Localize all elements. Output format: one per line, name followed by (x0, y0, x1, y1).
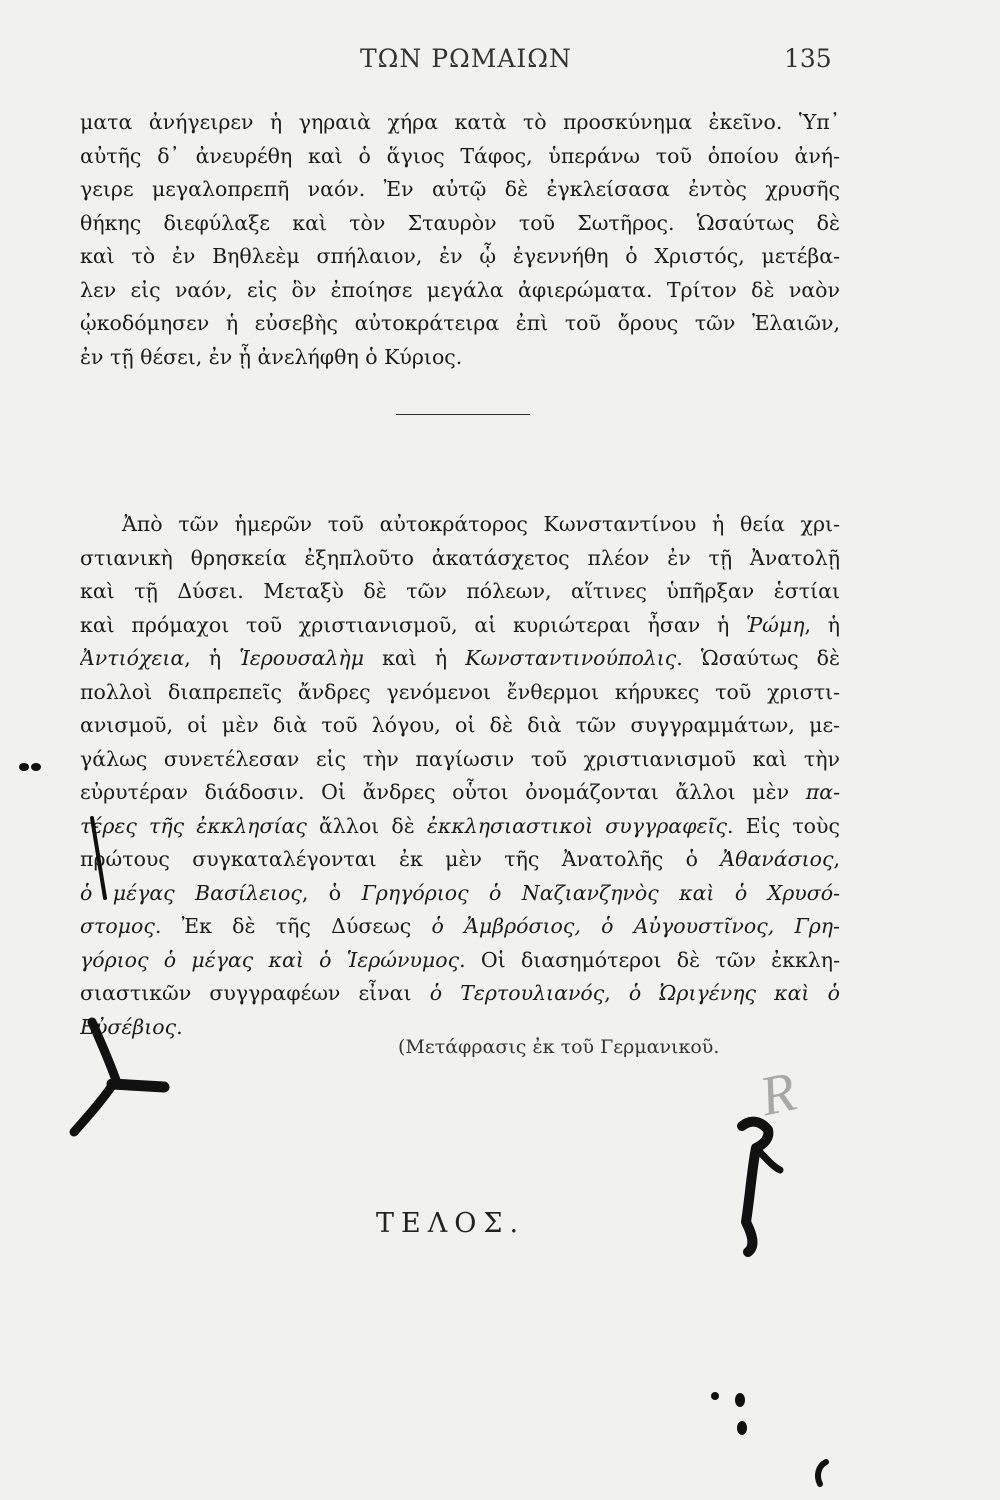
text-line: καὶ τῇ Δύσει. Μεταξὺ δὲ τῶν πόλεων, αἵτινες ὑπῆρξαν ἑστίαι (80, 579, 840, 603)
text-line (80, 776, 840, 810)
text-line: λεν εἰς ναόν, εἰς ὃν ἐποίησε μεγάλα ἀφιερώματα. Τρίτον δὲ ναὸν (80, 277, 840, 302)
italic-name: ὁ μέγας Βασίλειος (80, 880, 302, 905)
text-line: ματα ἀνήγειρεν ἡ γηραιὰ χήρα κατὰ τὸ προσκύνημα ἐκεῖνο. Ὑπ᾿ (80, 110, 840, 134)
text-line (80, 944, 840, 978)
italic-term: τέρες τῆς ἐκκλησίας (80, 813, 307, 838)
text-line (80, 609, 840, 643)
text-line: αὐτῆς δ᾿ ἀνευρέθη καὶ ὁ ἅγιος Τάφος, ὑπεράνω τοῦ ὁποίου ἀνή- (80, 143, 840, 168)
text-span: καὶ ἡ (382, 646, 448, 670)
italic-name: Ἀθανάσιος (720, 847, 834, 871)
ink-dot (19, 763, 29, 771)
text-span: , ὁ (301, 880, 342, 905)
italic-word: ὁ (827, 981, 840, 1005)
paragraph-1 (80, 106, 840, 374)
italic-term: πα- (805, 780, 840, 804)
text-span: , ἡ (804, 612, 840, 637)
text-line (80, 810, 840, 844)
italic-name: ὁ Χρυσό- (734, 880, 840, 905)
text-line: ανισμοῦ, οἱ μὲν διὰ τοῦ λόγου, οἱ δὲ διὰ τῶν συγγραμμάτων, με- (80, 713, 840, 737)
ink-blot (756, 1148, 780, 1170)
ink-blot (112, 1084, 164, 1087)
text-span: . Ὡσαύτως δὲ (676, 646, 840, 670)
text-line: ἐν τῇ θέσει, ἐν ᾗ ἀνελήφθη ὁ Κύριος. (80, 344, 463, 369)
paragraph-2 (80, 508, 840, 1044)
text-span: πρώτους συγκαταλέγονται ἐκ μὲν τῆς Ἀνατολῆς ὁ (80, 847, 698, 871)
italic-word: καὶ (679, 880, 715, 905)
text-span: , (833, 847, 840, 871)
page-header (0, 44, 1000, 78)
text-line: καὶ τὸ ἐν Βηθλεὲμ σπήλαιον, ἐν ᾧ ἐγεννήθη ὁ Χριστός, μετέβα- (80, 244, 840, 268)
pencil-mark: R (754, 1060, 802, 1129)
italic-name: ὁ Ἀμβρόσιος, ὁ Αὐγουστῖνος, Γρη- (431, 914, 840, 938)
text-line: θήκης διεφύλαξε καὶ τὸν Σταυρὸν τοῦ Σωτῆρος. Ὡσαύτως δὲ (80, 210, 840, 235)
text-span: , (604, 981, 611, 1005)
italic-name: Ἀντιόχεια (80, 646, 185, 670)
text-span: . Εἰς τοὺς (727, 813, 840, 838)
ink-dot (711, 1392, 719, 1400)
text-span: . (176, 1014, 183, 1039)
text-span: , ἡ (184, 646, 222, 670)
text-line: ᾠκοδόμησεν ἡ εὐσεβὴς αὐτοκράτειρα ἐπὶ τοῦ ὄρους τῶν Ἐλαιῶν, (80, 311, 840, 335)
italic-name: Ῥώμη (745, 612, 805, 637)
translation-attribution: (Μετάφρασις ἐκ τοῦ Γερμανικοῦ. (398, 1036, 720, 1058)
text-line: γάλως συνετέλεσαν εἰς τὴν παγίωσιν τοῦ χριστιανισμοῦ καὶ τὴν (80, 746, 840, 771)
page-number: 135 (784, 44, 832, 73)
text-line: στιανικὴ θρησκεία ἐξηπλοῦτο ἀκατάσχετος πλέον ἐν τῇ Ἀνατολῇ (80, 545, 840, 570)
ink-blot (742, 1122, 768, 1252)
text-line: γειρε μεγαλοπρεπῆ ναόν. Ἐν αὐτῷ δὲ ἐγκλείσασα ἐντὸς χρυσῆς (80, 177, 840, 201)
italic-name: Γρηγόριος ὁ Ναζιανζηνὸς (361, 880, 659, 905)
text-line (80, 843, 840, 877)
text-line (80, 910, 840, 944)
ink-dot (737, 1421, 747, 1435)
italic-name: Ἱερουσαλὴμ (239, 646, 365, 670)
text-span: εὐρυτέραν διάδοσιν. Οἱ ἄνδρες οὗτοι ὀνομάζονται ἄλλοι μὲν (80, 780, 790, 804)
text-line: πολλοὶ διαπρεπεῖς ἄνδρες γενόμενοι ἔνθερμοι κήρυκες τοῦ χριστι- (80, 679, 840, 704)
italic-name: ὁ Ὠριγένης (628, 981, 756, 1005)
ink-dot (31, 763, 41, 771)
ink-blot (818, 1462, 826, 1484)
italic-name: ὁ Τερτουλιανός (429, 981, 605, 1005)
text-span: ἄλλοι δὲ (319, 813, 415, 838)
ink-dot (735, 1393, 745, 1407)
text-span: σιαστικῶν συγγραφέων εἶναι (80, 981, 412, 1005)
end-word: ΤΕΛΟΣ. (376, 1208, 526, 1239)
italic-name: Εὐσέβιος (80, 1014, 177, 1039)
italic-name: γόριος ὁ μέγας καὶ ὁ Ἱερώνυμος (80, 947, 460, 972)
italic-term: ἐκκλησιαστικοὶ συγγραφεῖς (426, 813, 728, 838)
italic-name: Κωνσταντινούπολις (465, 646, 677, 670)
text-line (80, 877, 840, 911)
running-title: ΤΩΝ ΡΩΜΑΙΩΝ (360, 44, 572, 73)
text-span: καὶ πρόμαχοι τοῦ χριστιανισμοῦ, αἱ κυριώτεραι ἦσαν ἡ (80, 612, 730, 637)
italic-name: στομος (80, 914, 155, 938)
text-line (80, 642, 840, 676)
section-divider (396, 414, 530, 415)
text-line (80, 977, 840, 1011)
text-line: Ἀπὸ τῶν ἡμερῶν τοῦ αὐτοκράτορος Κωνσταντίνου ἡ θεία χρι- (122, 512, 840, 536)
text-span: . Οἱ διασημότεροι δὲ τῶν ἐκκλη- (459, 947, 840, 972)
italic-word: καὶ (774, 981, 810, 1005)
text-span: . Ἐκ δὲ τῆς Δύσεως (154, 914, 412, 938)
